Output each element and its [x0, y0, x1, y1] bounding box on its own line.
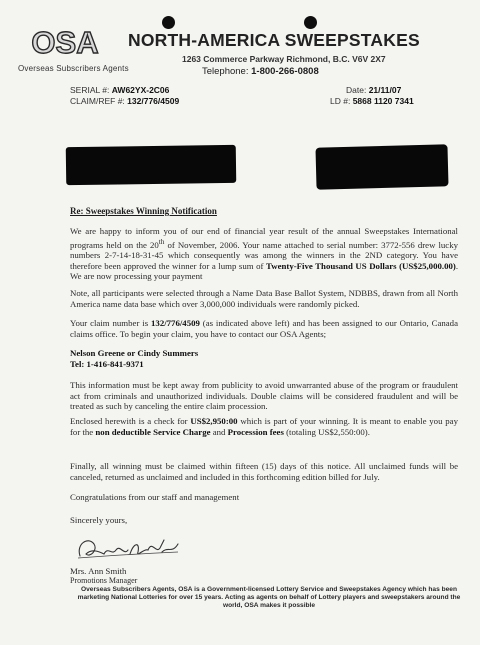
date-label: Date: — [346, 85, 367, 95]
ld-value: 5868 1120 7341 — [352, 96, 414, 106]
punch-hole-left — [162, 16, 175, 29]
agent-phone: Tel: 1-416-841-9371 — [70, 358, 144, 369]
signer-title: Promotions Manager — [70, 576, 138, 585]
p6-text-a: Enclosed herewith is a check for — [70, 416, 191, 426]
signer-block — [70, 566, 137, 586]
claim-number: 132/776/4509 — [151, 318, 200, 328]
paragraph-selection: Note, all participants were selected through a Name Data Base Ballot System, NDBBS, drawn from all North America name data base which over 3,000,000 individuals were randomly picked. — [70, 288, 458, 309]
paragraph-deadline: Finally, all winning must be claimed within fifteen (15) days of this notice. All unclaimed funds will be canceled, returned as unclaimed and included in this forthcoming edition billed for July. — [70, 461, 458, 482]
punch-hole-right — [304, 16, 317, 29]
p3-text-b: (as indicated above left) and has been assigned to our Ontario, Canada claims office. To begin your claim, you have to contact our OSA Agents; — [70, 318, 458, 339]
company-phone — [202, 66, 319, 77]
logo-subtitle: Overseas Subscribers Agents — [18, 64, 129, 73]
paragraph-announcement — [70, 226, 458, 282]
serial-label: SERIAL #: — [70, 85, 110, 95]
letter-subject: Re: Sweepstakes Winning Notification — [70, 206, 217, 216]
phone-label: Telephone: — [202, 66, 249, 77]
phone-number: 1-800-266-0808 — [251, 66, 319, 77]
ld-label: LD #: — [330, 96, 351, 106]
service-charge: non deductible Service Charge — [95, 426, 211, 437]
paragraph-congratulations: Congratulations from our staff and management — [70, 492, 240, 502]
claim-value: 132/776/4509 — [127, 96, 180, 106]
p3-text-a: Your claim number is — [70, 318, 152, 328]
check-amount: US$2,950:00 — [190, 416, 238, 426]
paragraph-confidentiality: This information must be kept away from publicity to avoid unwarranted abuse of the program or fraudulent act from criminals and unauthorized individuals. Double claims will be considered fraudulent and will be treated as such by canceling the entire claim procession. — [70, 380, 458, 412]
company-address: 1263 Commerce Parkway Richmond, B.C. V6V 2X7 — [182, 54, 386, 64]
closing: Sincerely yours, — [70, 515, 128, 525]
p1-superscript: th — [158, 236, 165, 246]
p6-text-b: which is part of your winning. It is meant to enable you pay for the — [70, 416, 458, 437]
procession-fees: Procession fees — [227, 426, 284, 437]
brand-title: NORTH-AMERICA SWEEPSTAKES — [128, 30, 420, 50]
redaction-recipient-name — [66, 145, 237, 185]
agent-contact — [70, 348, 458, 369]
paragraph-check — [70, 416, 458, 437]
reference-block-right — [330, 85, 414, 107]
p1-text-a: We are happy to inform you of our end of financial year result of the annual Sweepstakes International programs held on the 20 — [70, 226, 458, 250]
paragraph-claim — [70, 318, 458, 339]
p6-text-d: (totaling US$2,550:00). — [283, 426, 370, 437]
date-value: 21/11/07 — [368, 85, 402, 95]
footer-disclaimer: Overseas Subscribers Agents, OSA is a Government-licensed Lottery Service and Sweepstakes Agency which has been marketing National Lotteries for over 15 years. Acting as agents on behalf of Lottery players and sweepstakers around the world, OSA makes it possible — [77, 586, 461, 609]
p1-text-c: . We are now processing your payment — [70, 260, 459, 282]
redaction-recipient-address — [315, 144, 448, 189]
handwritten-signature — [74, 532, 182, 562]
claim-label: CLAIM/REF #: — [70, 96, 125, 106]
osa-logo — [26, 26, 104, 58]
agent-names: Nelson Greene or Cindy Summers — [70, 348, 199, 358]
p1-text-b: of November, 2006. Your name attached to serial number: 3772-556 drew lucky numbers 2-7-14-18-31-45 which consequently was among the winners in the 2ND category. You have therefore been approved the winner for a lump sum of — [70, 239, 458, 271]
prize-amount: Twenty-Five Thousand US Dollars (US$25,000.00) — [266, 260, 456, 271]
serial-value: AW62YX-2C06 — [111, 85, 170, 95]
signer-name: Mrs. Ann Smith — [70, 566, 127, 576]
p6-text-c: and — [210, 426, 228, 437]
reference-block-left — [70, 85, 179, 107]
osa-logo-text: OSA — [31, 26, 99, 58]
